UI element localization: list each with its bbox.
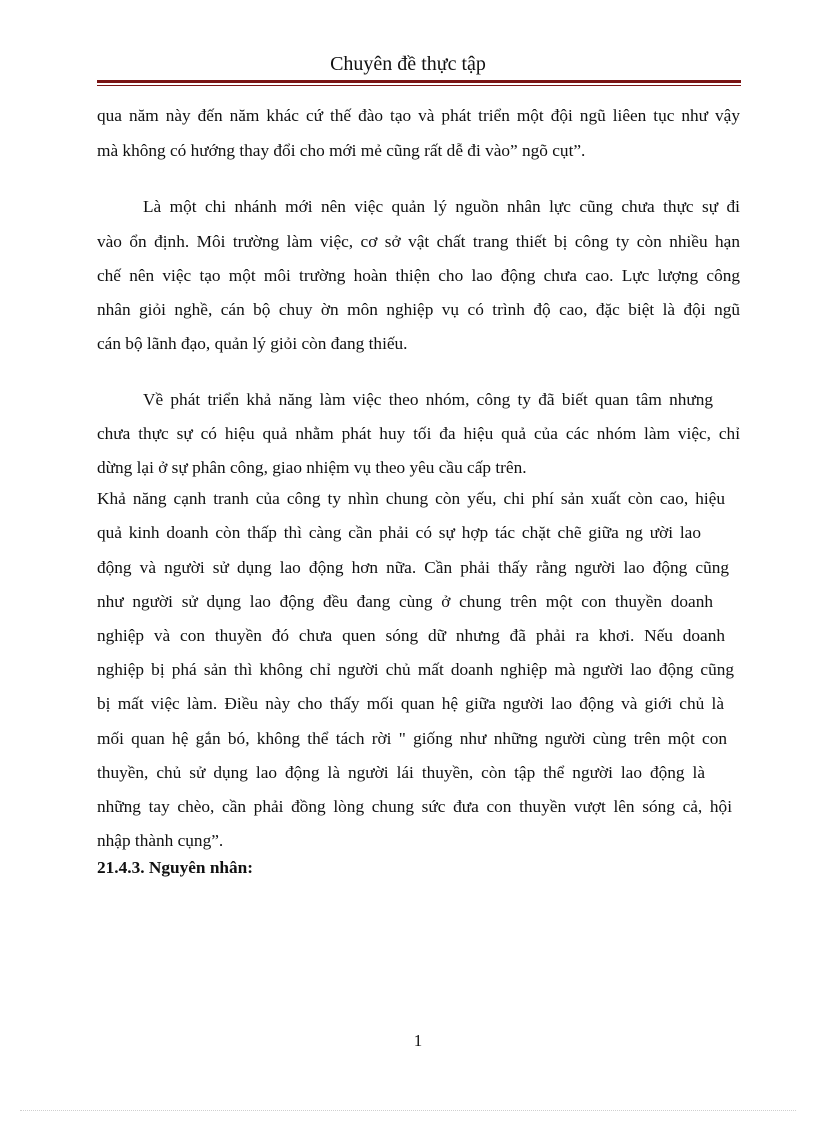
paragraph-line: qua năm này đến năm khác cứ thế đào tạo và phát triển một đội ngũ liêen tục như vậy	[97, 106, 740, 125]
section-heading: 21.4.3. Nguyên nhân:	[97, 858, 254, 877]
paragraph-line: mà không có hướng thay đổi cho mới mẻ cũng rất dễ đi vào” ngõ cụt”.	[97, 141, 586, 160]
paragraph-line: dừng lại ở sự phân công, giao nhiệm vụ theo yêu cầu cấp trên.	[97, 458, 527, 477]
header-title: Chuyên đề thực tập	[330, 53, 486, 75]
page-number: 1	[413, 1031, 423, 1050]
paragraph-line: nghiệp bị phá sản thì không chỉ người chủ mất doanh nghiệp mà người lao động cũng	[97, 660, 734, 679]
page-boundary	[20, 1110, 796, 1111]
paragraph-line: nhập thành cụng”.	[97, 831, 224, 850]
paragraph-line: Là một chi nhánh mới nên việc quản lý nguồn nhân lực cũng chưa thực sự đi	[143, 197, 740, 216]
paragraph-line: bị mất việc làm. Điều này cho thấy mối quan hệ giữa người lao động và giới chủ là	[97, 694, 724, 713]
paragraph-line: thuyền, chủ sử dụng lao động là người lái thuyền, còn tập thể người lao động là	[97, 763, 705, 782]
paragraph-line: quả kinh doanh còn thấp thì càng cần phải có sự hợp tác chặt chẽ giữa ng ười lao	[97, 523, 701, 542]
paragraph-line: nhân giỏi nghề, cán bộ chuy ờn môn nghiệp vụ có trình độ cao, đặc biệt là đội ngũ	[97, 300, 740, 319]
paragraph-line: Về phát triển khả năng làm việc theo nhóm, công ty đã biết quan tâm nhưng	[143, 390, 713, 409]
paragraph-line: cán bộ lãnh đạo, quản lý giỏi còn đang thiếu.	[97, 334, 408, 353]
paragraph-line: chưa thực sự có hiệu quả nhằm phát huy tối đa hiệu quả của các nhóm làm việc, chỉ	[97, 424, 740, 443]
header-rule-thin	[97, 85, 741, 86]
header-rule	[97, 80, 741, 83]
paragraph-line: nghiệp và con thuyền đó chưa quen sóng dữ nhưng đã phải ra khơi. Nếu doanh	[97, 626, 725, 645]
paragraph-line: vào ổn định. Môi trường làm việc, cơ sở vật chất trang thiết bị công ty còn nhiều hạn	[97, 232, 740, 251]
paragraph-line: Khả năng cạnh tranh của công ty nhìn chung còn yếu, chi phí sản xuất còn cao, hiệu	[97, 489, 725, 508]
paragraph-line: chế nên việc tạo một môi trường hoàn thiện cho lao động chưa cao. Lực lượng công	[97, 266, 740, 285]
paragraph-line: mối quan hệ gắn bó, không thể tách rời " giống như những người cùng trên một con	[97, 729, 727, 748]
paragraph-line: như người sử dụng lao động đều đang cùng ở chung trên một con thuyền doanh	[97, 592, 713, 611]
paragraph-line: động và người sử dụng lao động hơn nữa. Cần phải thấy rằng người lao động cũng	[97, 558, 729, 577]
paragraph-line: những tay chèo, cần phải đồng lòng chung sức đưa con thuyền vượt lên sóng cả, hội	[97, 797, 732, 816]
